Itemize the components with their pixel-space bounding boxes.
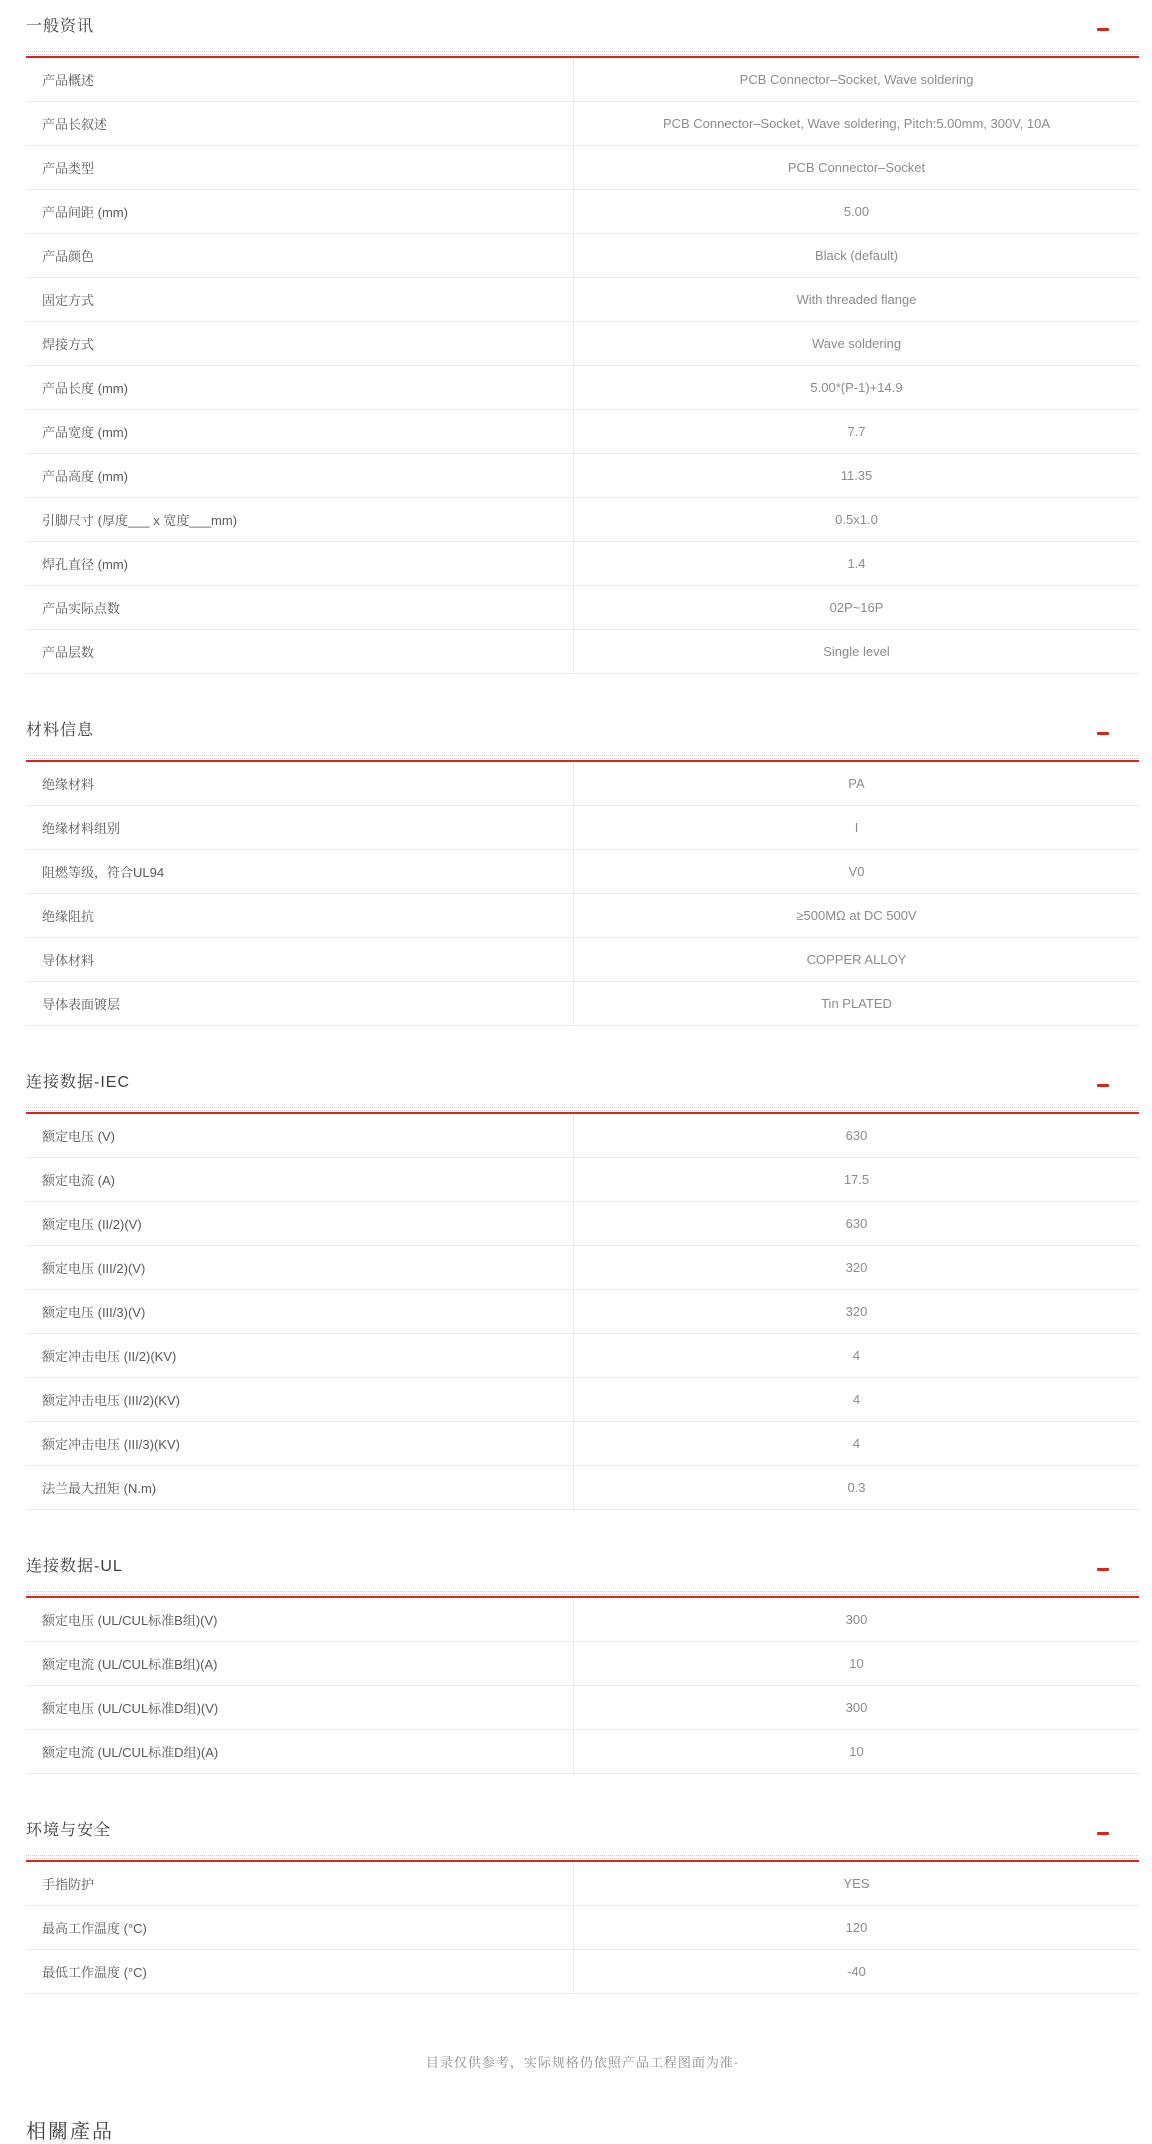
collapse-section-button[interactable]	[1097, 28, 1111, 37]
table-row	[26, 586, 1139, 630]
row-value: 0.5x1.0	[574, 498, 1140, 542]
row-label: 产品层数	[26, 630, 574, 674]
row-value: 300	[574, 1686, 1140, 1730]
row-label: 产品类型	[26, 146, 574, 190]
row-label: 额定电压 (II/2)(V)	[26, 1202, 574, 1246]
row-label: 绝缘材料组别	[26, 806, 574, 850]
row-label: 阻燃等级，符合UL94	[26, 850, 574, 894]
table-row	[26, 1950, 1139, 1994]
related-products-title: 相關產品	[26, 2121, 114, 2143]
row-label: 额定电压 (III/2)(V)	[26, 1246, 574, 1290]
row-value: With threaded flange	[574, 278, 1140, 322]
table-row	[26, 630, 1139, 674]
row-label: 固定方式	[26, 278, 574, 322]
table-row	[26, 234, 1139, 278]
row-value: ≥500MΩ at DC 500V	[574, 894, 1140, 938]
table-row	[26, 190, 1139, 234]
row-label: 额定电压 (UL/CUL标准B组)(V)	[26, 1598, 574, 1642]
table-row	[26, 894, 1139, 938]
row-label: 额定冲击电压 (III/2)(KV)	[26, 1378, 574, 1422]
section-title: 一般资讯	[26, 18, 95, 35]
row-label: 引脚尺寸 (厚度___ x 宽度___mm)	[26, 498, 574, 542]
row-label: 额定电流 (UL/CUL标准B组)(A)	[26, 1642, 574, 1686]
table-row	[26, 58, 1139, 102]
table-row	[26, 454, 1139, 498]
spec-table	[26, 1862, 1139, 1994]
row-value: Black (default)	[574, 234, 1140, 278]
catalog-disclaimer-note: 目录仅供参考，实际规格仍依照产品工程图面为准·	[425, 2055, 740, 2070]
spec-section	[26, 1072, 1139, 1510]
spec-section	[26, 16, 1139, 674]
table-row	[26, 1290, 1139, 1334]
row-value: 320	[574, 1290, 1140, 1334]
row-value: 17.5	[574, 1158, 1140, 1202]
row-value: I	[574, 806, 1140, 850]
row-label: 手指防护	[26, 1862, 574, 1906]
row-value: 4	[574, 1378, 1140, 1422]
table-row	[26, 1158, 1139, 1202]
row-label: 产品长度 (mm)	[26, 366, 574, 410]
row-value: 120	[574, 1906, 1140, 1950]
row-value: 11.35	[574, 454, 1140, 498]
row-label: 额定电流 (A)	[26, 1158, 574, 1202]
table-row	[26, 1598, 1139, 1642]
row-label: 额定冲击电压 (III/3)(KV)	[26, 1422, 574, 1466]
table-row	[26, 542, 1139, 586]
row-value: 630	[574, 1202, 1140, 1246]
table-row	[26, 366, 1139, 410]
row-label: 焊孔直径 (mm)	[26, 542, 574, 586]
row-value: PCB Connector–Socket, Wave soldering, Pitch:5.00mm, 300V, 10A	[574, 102, 1140, 146]
spec-table	[26, 58, 1139, 674]
section-header	[26, 1556, 1139, 1578]
section-divider-dotted	[26, 1107, 1139, 1111]
section-title: 连接数据-IEC	[26, 1074, 131, 1091]
row-value: 320	[574, 1246, 1140, 1290]
row-value: 4	[574, 1422, 1140, 1466]
table-row	[26, 410, 1139, 454]
row-value: 4	[574, 1334, 1140, 1378]
row-value: 300	[574, 1598, 1140, 1642]
section-header	[26, 1072, 1139, 1094]
row-value: -40	[574, 1950, 1140, 1994]
spec-section	[26, 720, 1139, 1026]
row-value: V0	[574, 850, 1140, 894]
table-row	[26, 1378, 1139, 1422]
table-row	[26, 762, 1139, 806]
row-value: YES	[574, 1862, 1140, 1906]
table-row	[26, 1730, 1139, 1774]
section-divider-dotted	[26, 51, 1139, 55]
section-title: 环境与安全	[26, 1822, 112, 1839]
row-label: 额定电压 (UL/CUL标准D组)(V)	[26, 1686, 574, 1730]
row-label: 产品颜色	[26, 234, 574, 278]
row-label: 产品高度 (mm)	[26, 454, 574, 498]
table-row	[26, 806, 1139, 850]
section-title: 材料信息	[26, 722, 95, 739]
row-label: 焊接方式	[26, 322, 574, 366]
collapse-section-button[interactable]	[1097, 1832, 1111, 1841]
row-value: 5.00	[574, 190, 1140, 234]
row-label: 绝缘阻抗	[26, 894, 574, 938]
minus-icon	[1097, 1084, 1109, 1087]
section-title: 连接数据-UL	[26, 1558, 123, 1575]
table-row	[26, 1114, 1139, 1158]
table-row	[26, 1202, 1139, 1246]
table-row	[26, 1334, 1139, 1378]
table-row	[26, 1246, 1139, 1290]
table-row	[26, 1686, 1139, 1730]
row-value: PA	[574, 762, 1140, 806]
row-value: 630	[574, 1114, 1140, 1158]
row-value: 5.00*(P-1)+14.9	[574, 366, 1140, 410]
row-value: 1.4	[574, 542, 1140, 586]
table-row	[26, 1466, 1139, 1510]
spec-table	[26, 762, 1139, 1026]
row-value: PCB Connector–Socket, Wave soldering	[574, 58, 1140, 102]
row-label: 产品概述	[26, 58, 574, 102]
row-label: 最高工作温度 (°C)	[26, 1906, 574, 1950]
row-value: 10	[574, 1642, 1140, 1686]
row-value: 10	[574, 1730, 1140, 1774]
table-row	[26, 322, 1139, 366]
section-divider-dotted	[26, 1855, 1139, 1859]
table-row	[26, 982, 1139, 1026]
row-value: 02P~16P	[574, 586, 1140, 630]
table-row	[26, 1862, 1139, 1906]
row-label: 产品长叙述	[26, 102, 574, 146]
spec-section	[26, 1556, 1139, 1774]
row-label: 绝缘材料	[26, 762, 574, 806]
section-divider-dotted	[26, 755, 1139, 759]
table-row	[26, 278, 1139, 322]
row-value: Wave soldering	[574, 322, 1140, 366]
row-label: 产品宽度 (mm)	[26, 410, 574, 454]
table-row	[26, 1642, 1139, 1686]
collapse-section-button[interactable]	[1097, 732, 1111, 741]
table-row	[26, 1422, 1139, 1466]
minus-icon	[1097, 1832, 1109, 1835]
table-row	[26, 498, 1139, 542]
spec-sections	[26, 16, 1139, 1994]
spec-table	[26, 1114, 1139, 1510]
section-divider-dotted	[26, 1591, 1139, 1595]
section-header	[26, 16, 1139, 38]
row-label: 产品间距 (mm)	[26, 190, 574, 234]
collapse-section-button[interactable]	[1097, 1568, 1111, 1577]
table-row	[26, 938, 1139, 982]
row-value: COPPER ALLOY	[574, 938, 1140, 982]
row-label: 导体材料	[26, 938, 574, 982]
minus-icon	[1097, 732, 1109, 735]
product-spec-page	[0, 16, 1152, 2144]
row-label: 额定电流 (UL/CUL标准D组)(A)	[26, 1730, 574, 1774]
section-header	[26, 1820, 1139, 1842]
row-value: 7.7	[574, 410, 1140, 454]
section-header	[26, 720, 1139, 742]
minus-icon	[1097, 28, 1109, 31]
table-row	[26, 146, 1139, 190]
minus-icon	[1097, 1568, 1109, 1571]
spec-section	[26, 1820, 1139, 1994]
row-label: 最低工作温度 (°C)	[26, 1950, 574, 1994]
row-value: Tin PLATED	[574, 982, 1140, 1026]
collapse-section-button[interactable]	[1097, 1084, 1111, 1093]
row-label: 法兰最大扭矩 (N.m)	[26, 1466, 574, 1510]
row-label: 额定冲击电压 (II/2)(KV)	[26, 1334, 574, 1378]
row-value: 0.3	[574, 1466, 1140, 1510]
row-value: Single level	[574, 630, 1140, 674]
spec-table	[26, 1598, 1139, 1774]
row-label: 额定电压 (III/3)(V)	[26, 1290, 574, 1334]
row-value: PCB Connector–Socket	[574, 146, 1140, 190]
table-row	[26, 1906, 1139, 1950]
row-label: 导体表面镀层	[26, 982, 574, 1026]
row-label: 额定电压 (V)	[26, 1114, 574, 1158]
table-row	[26, 102, 1139, 146]
table-row	[26, 850, 1139, 894]
row-label: 产品实际点数	[26, 586, 574, 630]
